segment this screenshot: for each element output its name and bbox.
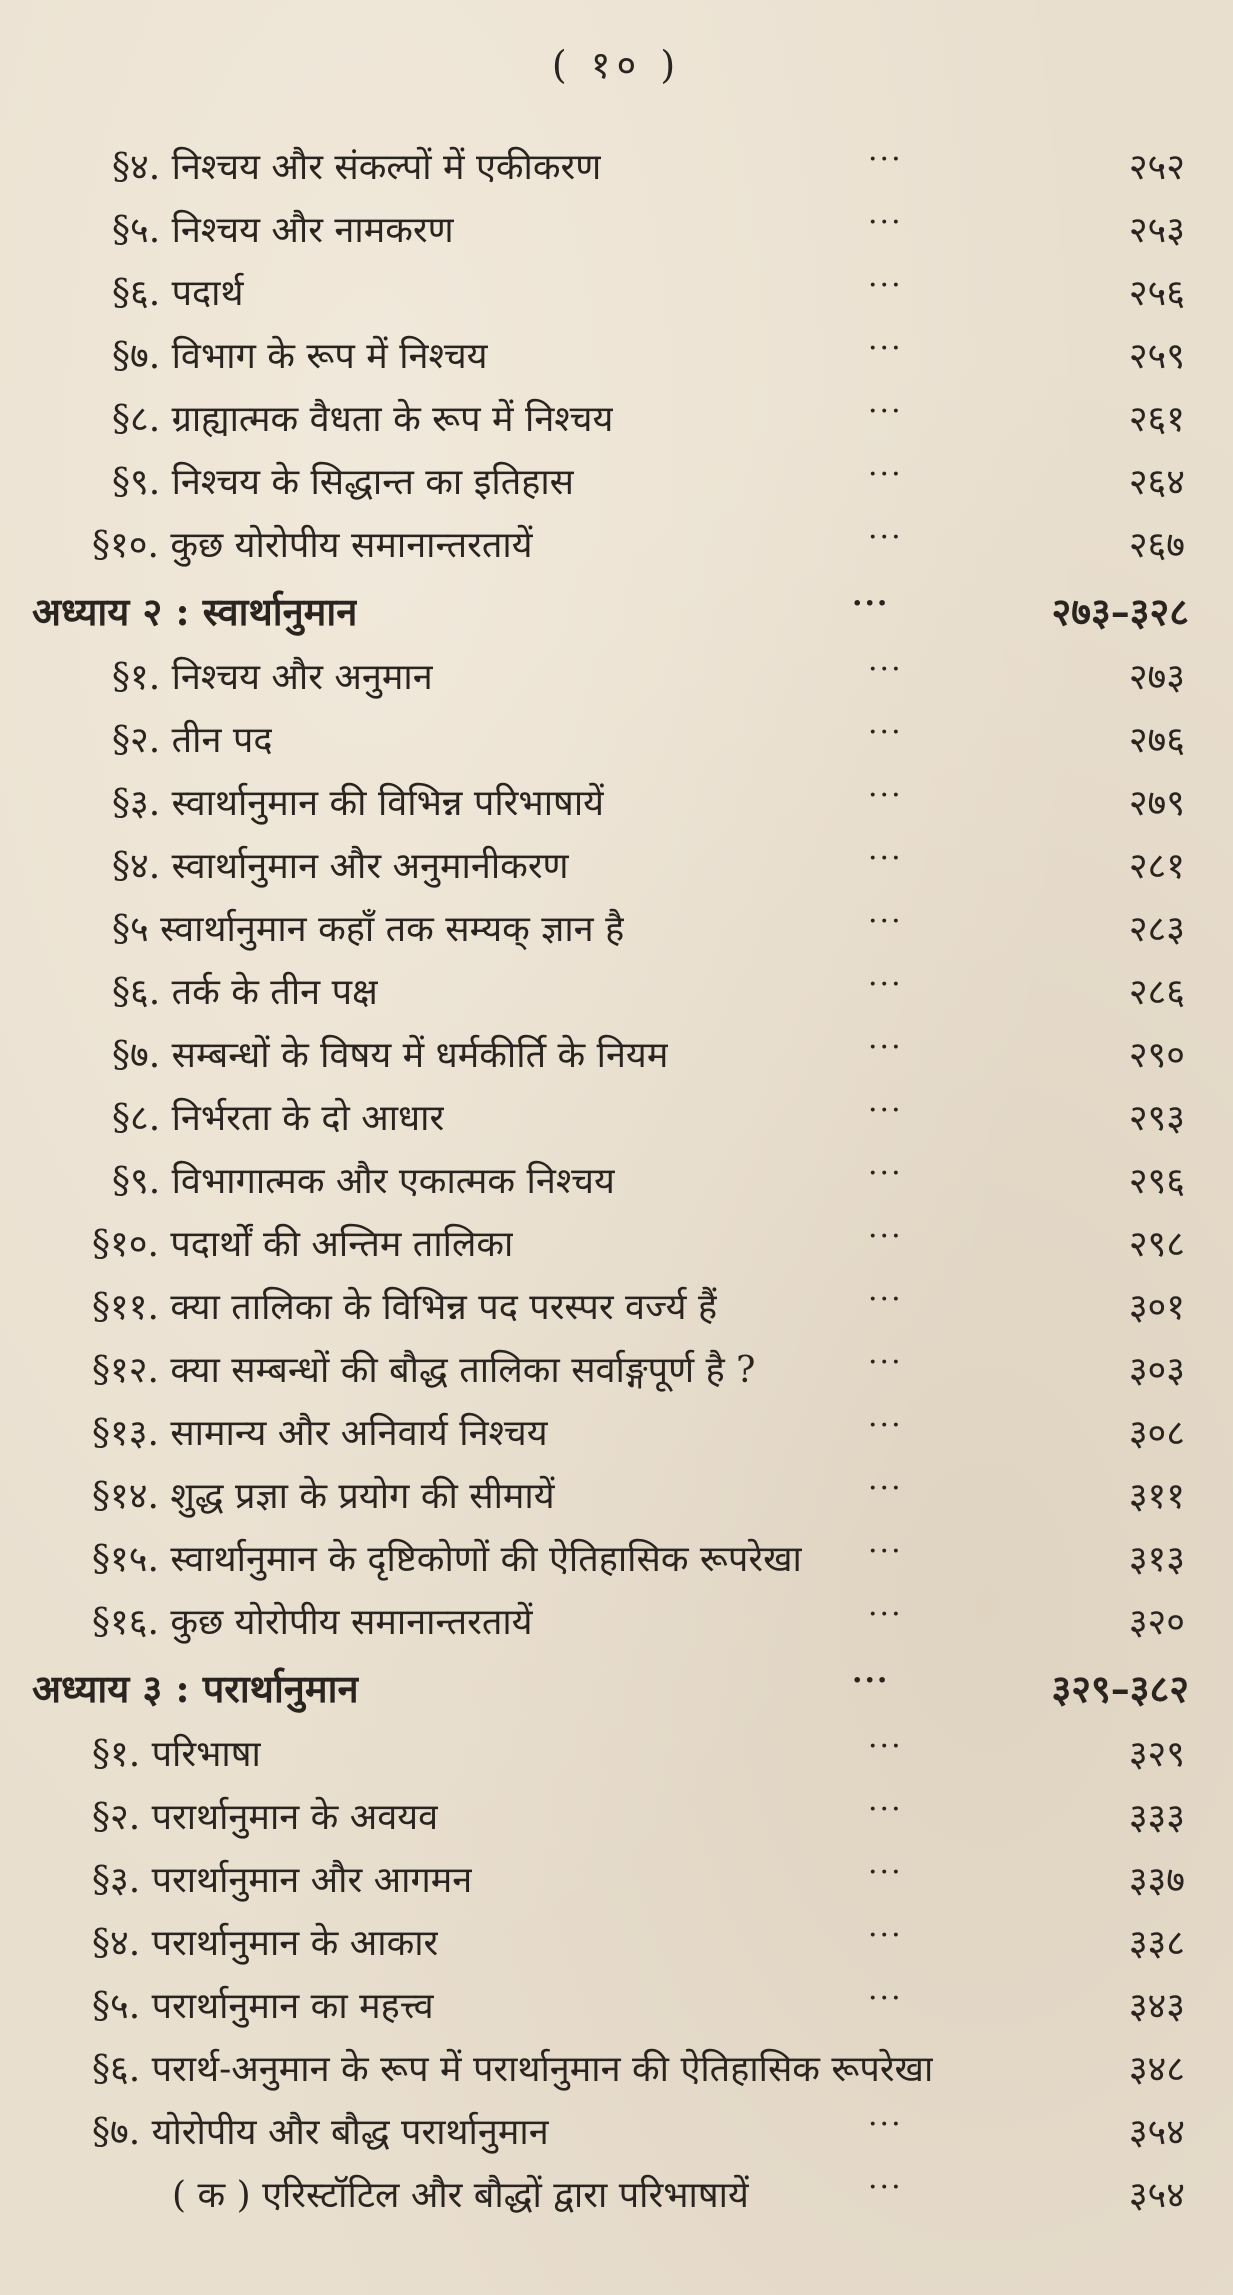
- dot-leader: ···: [868, 1282, 903, 1317]
- dot-leader: ···: [868, 904, 903, 939]
- dot-leader: ···: [868, 1981, 903, 2016]
- entry-title: §१३. सामान्य और अनिवार्य निश्चय: [92, 1413, 548, 1454]
- toc-entry: [0, 646, 1233, 709]
- dot-leader: ···: [868, 1729, 903, 1764]
- toc-entry: [0, 1213, 1233, 1276]
- entry-title: §२. तीन पद: [112, 720, 273, 761]
- entry-title: §७. योरोपीय और बौद्ध परार्थानुमान: [92, 2112, 549, 2153]
- toc-entry: [0, 388, 1233, 451]
- entry-title: §१. परिभाषा: [92, 1734, 261, 1775]
- dot-leader: ···: [868, 394, 903, 429]
- entry-page: ३०१: [1128, 1287, 1185, 1328]
- toc-entry: [0, 136, 1233, 199]
- toc-entry: [0, 898, 1233, 961]
- chapter-title: अध्याय २ : स्वार्थानुमान: [32, 589, 358, 634]
- toc-entry: [0, 1465, 1233, 1528]
- dot-leader: ···: [868, 1408, 903, 1443]
- dot-leader: ···: [868, 1855, 903, 1890]
- entry-title: §११. क्या तालिका के विभिन्न पद परस्पर वर्ज्य हैं: [92, 1287, 718, 1328]
- dot-leader: ···: [852, 586, 890, 621]
- entry-page: २९०: [1128, 1035, 1185, 1076]
- toc-entry: [0, 1786, 1233, 1849]
- dot-leader: ···: [868, 142, 903, 177]
- entry-page: २८३: [1128, 909, 1185, 950]
- chapter-title: अध्याय ३ : परार्थानुमान: [32, 1666, 359, 1711]
- entry-page: २८१: [1128, 846, 1185, 887]
- dot-leader: ···: [868, 1345, 903, 1380]
- entry-page: ३४३: [1128, 1986, 1185, 2027]
- dot-leader: ···: [868, 457, 903, 492]
- dot-leader: ···: [868, 1093, 903, 1128]
- entry-page: ३०८: [1128, 1413, 1185, 1454]
- dot-leader: ···: [868, 1597, 903, 1632]
- dot-leader: ···: [868, 1918, 903, 1953]
- chapter-heading: [0, 577, 1233, 646]
- entry-title: §३. स्वार्थानुमान की विभिन्न परिभाषायें: [112, 783, 605, 824]
- entry-page: २६४: [1128, 462, 1185, 503]
- toc-entry: [0, 1339, 1233, 1402]
- entry-title: §८. ग्राह्यात्मक वैधता के रूप में निश्चय: [112, 399, 614, 440]
- dot-leader: ···: [868, 1219, 903, 1254]
- table-of-contents: [0, 136, 1233, 2227]
- entry-page: ३११: [1128, 1476, 1185, 1517]
- dot-leader: ···: [868, 715, 903, 750]
- entry-title: §५. निश्चय और नामकरण: [112, 210, 454, 251]
- entry-page: २८६: [1128, 972, 1185, 1013]
- entry-title: §५ स्वार्थानुमान कहाँ तक सम्यक् ज्ञान है: [112, 909, 625, 950]
- toc-entry: [0, 451, 1233, 514]
- toc-entry: [0, 1849, 1233, 1912]
- chapter-heading: [0, 1654, 1233, 1723]
- toc-entry: [0, 262, 1233, 325]
- entry-title: §१०. पदार्थों की अन्तिम तालिका: [92, 1224, 514, 1265]
- entry-page: २७९: [1128, 783, 1185, 824]
- toc-entry: [0, 772, 1233, 835]
- toc-entry: [0, 1024, 1233, 1087]
- toc-entry: [0, 1150, 1233, 1213]
- entry-page: ३५४: [1128, 2175, 1185, 2216]
- dot-leader: ···: [868, 652, 903, 687]
- toc-entry: [0, 514, 1233, 577]
- toc-entry: [0, 1528, 1233, 1591]
- entry-page: ३२९: [1128, 1734, 1185, 1775]
- chapter-page-range: ३२९–३८२: [1051, 1666, 1189, 1711]
- dot-leader: ···: [868, 1792, 903, 1827]
- entry-page: ३३७: [1128, 1860, 1185, 1901]
- entry-page: २९३: [1128, 1098, 1185, 1139]
- entry-page: ३०३: [1128, 1350, 1185, 1391]
- toc-entry: [0, 1591, 1233, 1654]
- dot-leader: ···: [868, 1471, 903, 1506]
- entry-page: ३५४: [1128, 2112, 1185, 2153]
- entry-page: २६७: [1128, 525, 1185, 566]
- entry-title: §१. निश्चय और अनुमान: [112, 657, 433, 698]
- dot-leader: ···: [868, 841, 903, 876]
- entry-title: §३. परार्थानुमान और आगमन: [92, 1860, 473, 1901]
- toc-entry: [0, 1723, 1233, 1786]
- entry-title: §५. परार्थानुमान का महत्त्व: [92, 1986, 434, 2027]
- entry-title: §७. सम्बन्धों के विषय में धर्मकीर्ति के नियम: [112, 1035, 669, 1076]
- chapter-page-range: २७३–३२८: [1051, 589, 1189, 634]
- toc-entry: [0, 325, 1233, 388]
- entry-page: २९६: [1128, 1161, 1185, 1202]
- entry-page: ३२०: [1128, 1602, 1185, 1643]
- entry-page: ३१३: [1128, 1539, 1185, 1580]
- entry-title: §१०. कुछ योरोपीय समानान्तरतायें: [92, 525, 533, 566]
- entry-page: २७३: [1128, 657, 1185, 698]
- entry-title: §८. निर्भरता के दो आधार: [112, 1098, 445, 1139]
- entry-title: §६. पदार्थ: [112, 273, 244, 314]
- dot-leader: ···: [868, 205, 903, 240]
- dot-leader: ···: [868, 778, 903, 813]
- entry-title: §१४. शुद्ध प्रज्ञा के प्रयोग की सीमायें: [92, 1476, 555, 1517]
- toc-entry: [0, 1087, 1233, 1150]
- dot-leader: ···: [868, 967, 903, 1002]
- toc-entry: [0, 1975, 1233, 2038]
- toc-entry: [0, 1402, 1233, 1465]
- entry-page: २५३: [1128, 210, 1185, 251]
- toc-subentry: [0, 2164, 1233, 2227]
- entry-page: २९८: [1128, 1224, 1185, 1265]
- entry-title: §१२. क्या सम्बन्धों की बौद्ध तालिका सर्वाङ्गपूर्ण है ?: [92, 1350, 756, 1391]
- entry-title: §७. विभाग के रूप में निश्चय: [112, 336, 488, 377]
- entry-title: §१५. स्वार्थानुमान के दृष्टिकोणों की ऐतिहासिक रूपरेखा: [92, 1539, 802, 1580]
- toc-entry: [0, 1276, 1233, 1339]
- entry-page: २५९: [1128, 336, 1185, 377]
- dot-leader: ···: [868, 1030, 903, 1065]
- entry-page: २५६: [1128, 273, 1185, 314]
- dot-leader: ···: [868, 2107, 903, 2142]
- dot-leader: ···: [868, 1156, 903, 1191]
- entry-title: ( क ) एरिस्टॉटिल और बौद्धों द्वारा परिभाषायें: [172, 2175, 749, 2216]
- entry-page: ३३३: [1128, 1797, 1185, 1838]
- dot-leader: ···: [852, 1663, 890, 1698]
- toc-entry: [0, 709, 1233, 772]
- toc-entry: [0, 961, 1233, 1024]
- entry-page: २६१: [1128, 399, 1185, 440]
- entry-title: §२. परार्थानुमान के अवयव: [92, 1797, 439, 1838]
- toc-entry: [0, 835, 1233, 898]
- toc-entry: [0, 199, 1233, 262]
- toc-entry: [0, 2101, 1233, 2164]
- entry-page: २५२: [1128, 147, 1185, 188]
- entry-title: §६. तर्क के तीन पक्ष: [112, 972, 378, 1013]
- entry-title: §४. निश्चय और संकल्पों में एकीकरण: [112, 147, 602, 188]
- entry-page: २७६: [1128, 720, 1185, 761]
- entry-title: §४. स्वार्थानुमान और अनुमानीकरण: [112, 846, 569, 887]
- dot-leader: ···: [868, 2170, 903, 2205]
- entry-title: §९. निश्चय के सिद्धान्त का इतिहास: [112, 462, 574, 503]
- entry-title: §६. परार्थ-अनुमान के रूप में परार्थानुमान की ऐतिहासिक रूपरेखा: [92, 2049, 934, 2090]
- dot-leader: ···: [868, 331, 903, 366]
- dot-leader: ···: [868, 268, 903, 303]
- entry-page: ३३८: [1128, 1923, 1185, 1964]
- entry-title: §९. विभागात्मक और एकात्मक निश्चय: [112, 1161, 615, 1202]
- toc-entry: [0, 2038, 1233, 2101]
- entry-title: §४. परार्थानुमान के आकार: [92, 1923, 439, 1964]
- entry-title: §१६. कुछ योरोपीय समानान्तरतायें: [92, 1602, 533, 1643]
- dot-leader: ···: [868, 520, 903, 555]
- entry-page: ३४८: [1128, 2049, 1185, 2090]
- toc-entry: [0, 1912, 1233, 1975]
- dot-leader: ···: [868, 1534, 903, 1569]
- page-number: ( १० ): [551, 43, 682, 87]
